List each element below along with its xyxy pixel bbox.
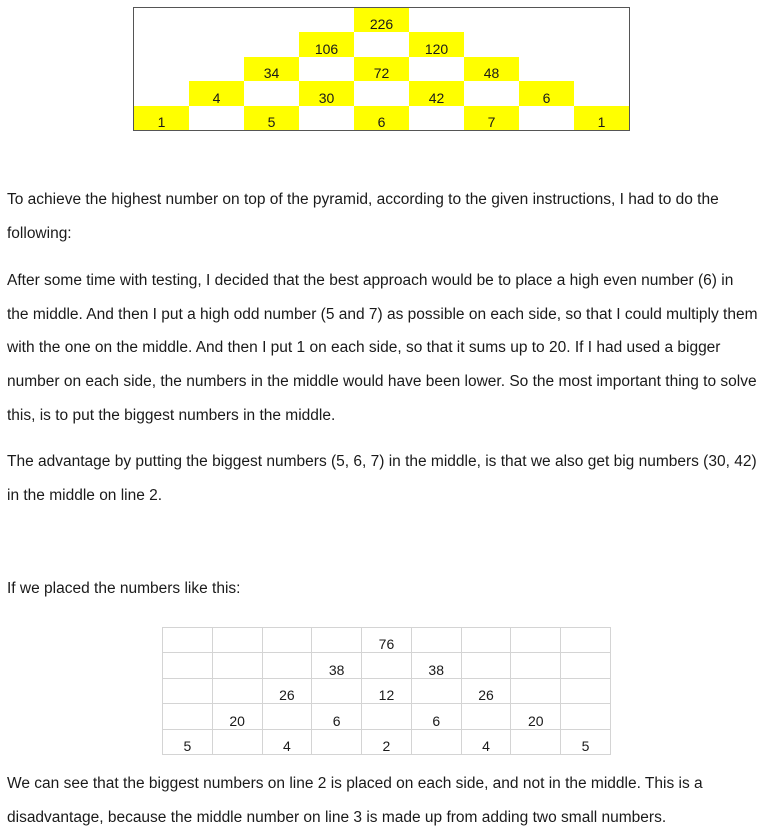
pyramid-cell [561,653,611,678]
pyramid-alt-table [162,627,611,755]
pyramid-cell [464,32,519,56]
pyramid-cell [212,729,262,754]
pyramid-cell [354,32,409,56]
pyramid-cell [461,653,511,678]
pyramid-cell: 6 [519,81,574,105]
pyramid-cell [312,678,362,703]
pyramid-cell [409,8,464,33]
pyramid-cell [511,653,561,678]
pyramid-cell [189,106,244,131]
pyramid-cell [464,81,519,105]
pyramid-cell-base: 2 [362,729,412,754]
pyramid-row [163,653,611,678]
pyramid-cell [354,81,409,105]
pyramid-cell: 38 [312,653,362,678]
pyramid-cell [134,81,190,105]
pyramid-cell [574,81,630,105]
pyramid-cell [262,628,312,653]
pyramid-cell [519,32,574,56]
pyramid-cell-base: 4 [461,729,511,754]
pyramid-cell [212,653,262,678]
pyramid-cell: 120 [409,32,464,56]
pyramid-row [134,8,630,33]
pyramid-cell: 38 [411,653,461,678]
pyramid-cell: 12 [362,678,412,703]
pyramid-cell-base: 5 [561,729,611,754]
pyramid-cell: 48 [464,57,519,81]
pyramid-cell [212,628,262,653]
pyramid-row [134,57,630,81]
pyramid-cell [299,8,354,33]
pyramid-cell [411,729,461,754]
pyramid-cell [362,704,412,729]
pyramid-cell [262,653,312,678]
pyramid-cell: 30 [299,81,354,105]
pyramid-cell [409,106,464,131]
pyramid-row [163,628,611,653]
pyramid-cell-base: 5 [163,729,213,754]
pyramid-cell: 26 [461,678,511,703]
pyramid-cell [244,81,299,105]
pyramid-cell: 4 [189,81,244,105]
pyramid-cell [244,8,299,33]
pyramid-cell [134,8,190,33]
pyramid-cell [189,57,244,81]
pyramid-cell-base: 6 [354,106,409,131]
pyramid-cell [519,106,574,131]
pyramid-cell: 20 [511,704,561,729]
pyramid-cell [574,8,630,33]
pyramid-cell [519,8,574,33]
pyramid-cell [163,628,213,653]
pyramid-cell [299,106,354,131]
pyramid-cell [519,57,574,81]
pyramid-cell [511,729,561,754]
pyramid-cell: 106 [299,32,354,56]
pyramid-row [134,106,630,131]
pyramid-cell-base: 5 [244,106,299,131]
pyramid-cell [461,628,511,653]
pyramid-cell [163,653,213,678]
paragraph-intro: To achieve the highest number on top of the pyramid, according to the given instructions, I had to do the following: [7,191,719,242]
pyramid-cell [561,628,611,653]
pyramid-cell [299,57,354,81]
pyramid-cell-base: 1 [574,106,630,131]
pyramid-row [163,678,611,703]
pyramid-row [163,729,611,754]
pyramid-row [134,81,630,105]
pyramid-cell [411,628,461,653]
pyramid-cell [362,653,412,678]
paragraph-conclusion: We can see that the biggest numbers on line 2 is placed on each side, and not in the middle. This is a disadvantage, because the middle number on line 3 is made up from adding two small numbers. [7,775,703,826]
pyramid-cell: 6 [411,704,461,729]
pyramid-cell [511,678,561,703]
pyramid-cell [411,678,461,703]
paragraph-approach: After some time with testing, I decided that the best approach would be to place a high even number (6) in the middle. And then I put a high odd number (5 and 7) as possible on each side, so that I could multiply them with the one on the middle. And then I put 1 on each side, so that it sums up to 20. If I had used a bigger number on each side, the numbers in the middle would have been lower. So the most important thing to solve this, is to put the biggest numbers in the middle. [7,272,758,424]
paragraph-if-placed: If we placed the numbers like this: [7,580,241,597]
pyramid-row [134,32,630,56]
pyramid-cell [574,57,630,81]
pyramid-cell [244,32,299,56]
pyramid-cell-base: 1 [134,106,190,131]
pyramid-cell: 72 [354,57,409,81]
pyramid-cell [464,8,519,33]
pyramid-cell [189,32,244,56]
pyramid-cell-base: 4 [262,729,312,754]
pyramid-cell-top: 226 [354,8,409,33]
pyramid-best-table [133,7,630,131]
pyramid-cell [461,704,511,729]
pyramid-cell [511,628,561,653]
pyramid-cell [163,704,213,729]
pyramid-cell [134,32,190,56]
pyramid-cell [312,628,362,653]
pyramid-cell [561,678,611,703]
pyramid-cell [409,57,464,81]
pyramid-row [163,704,611,729]
pyramid-cell: 6 [312,704,362,729]
pyramid-cell: 34 [244,57,299,81]
pyramid-cell [574,32,630,56]
pyramid-cell [212,678,262,703]
pyramid-cell: 20 [212,704,262,729]
pyramid-cell [312,729,362,754]
pyramid-cell-base: 7 [464,106,519,131]
pyramid-cell [163,678,213,703]
pyramid-cell: 42 [409,81,464,105]
pyramid-cell [262,704,312,729]
paragraph-advantage: The advantage by putting the biggest numbers (5, 6, 7) in the middle, is that we also get big numbers (30, 42) in the middle on line 2. [7,453,757,504]
pyramid-cell [134,57,190,81]
pyramid-cell: 26 [262,678,312,703]
pyramid-cell-top: 76 [362,628,412,653]
pyramid-cell [561,704,611,729]
pyramid-cell [189,8,244,33]
